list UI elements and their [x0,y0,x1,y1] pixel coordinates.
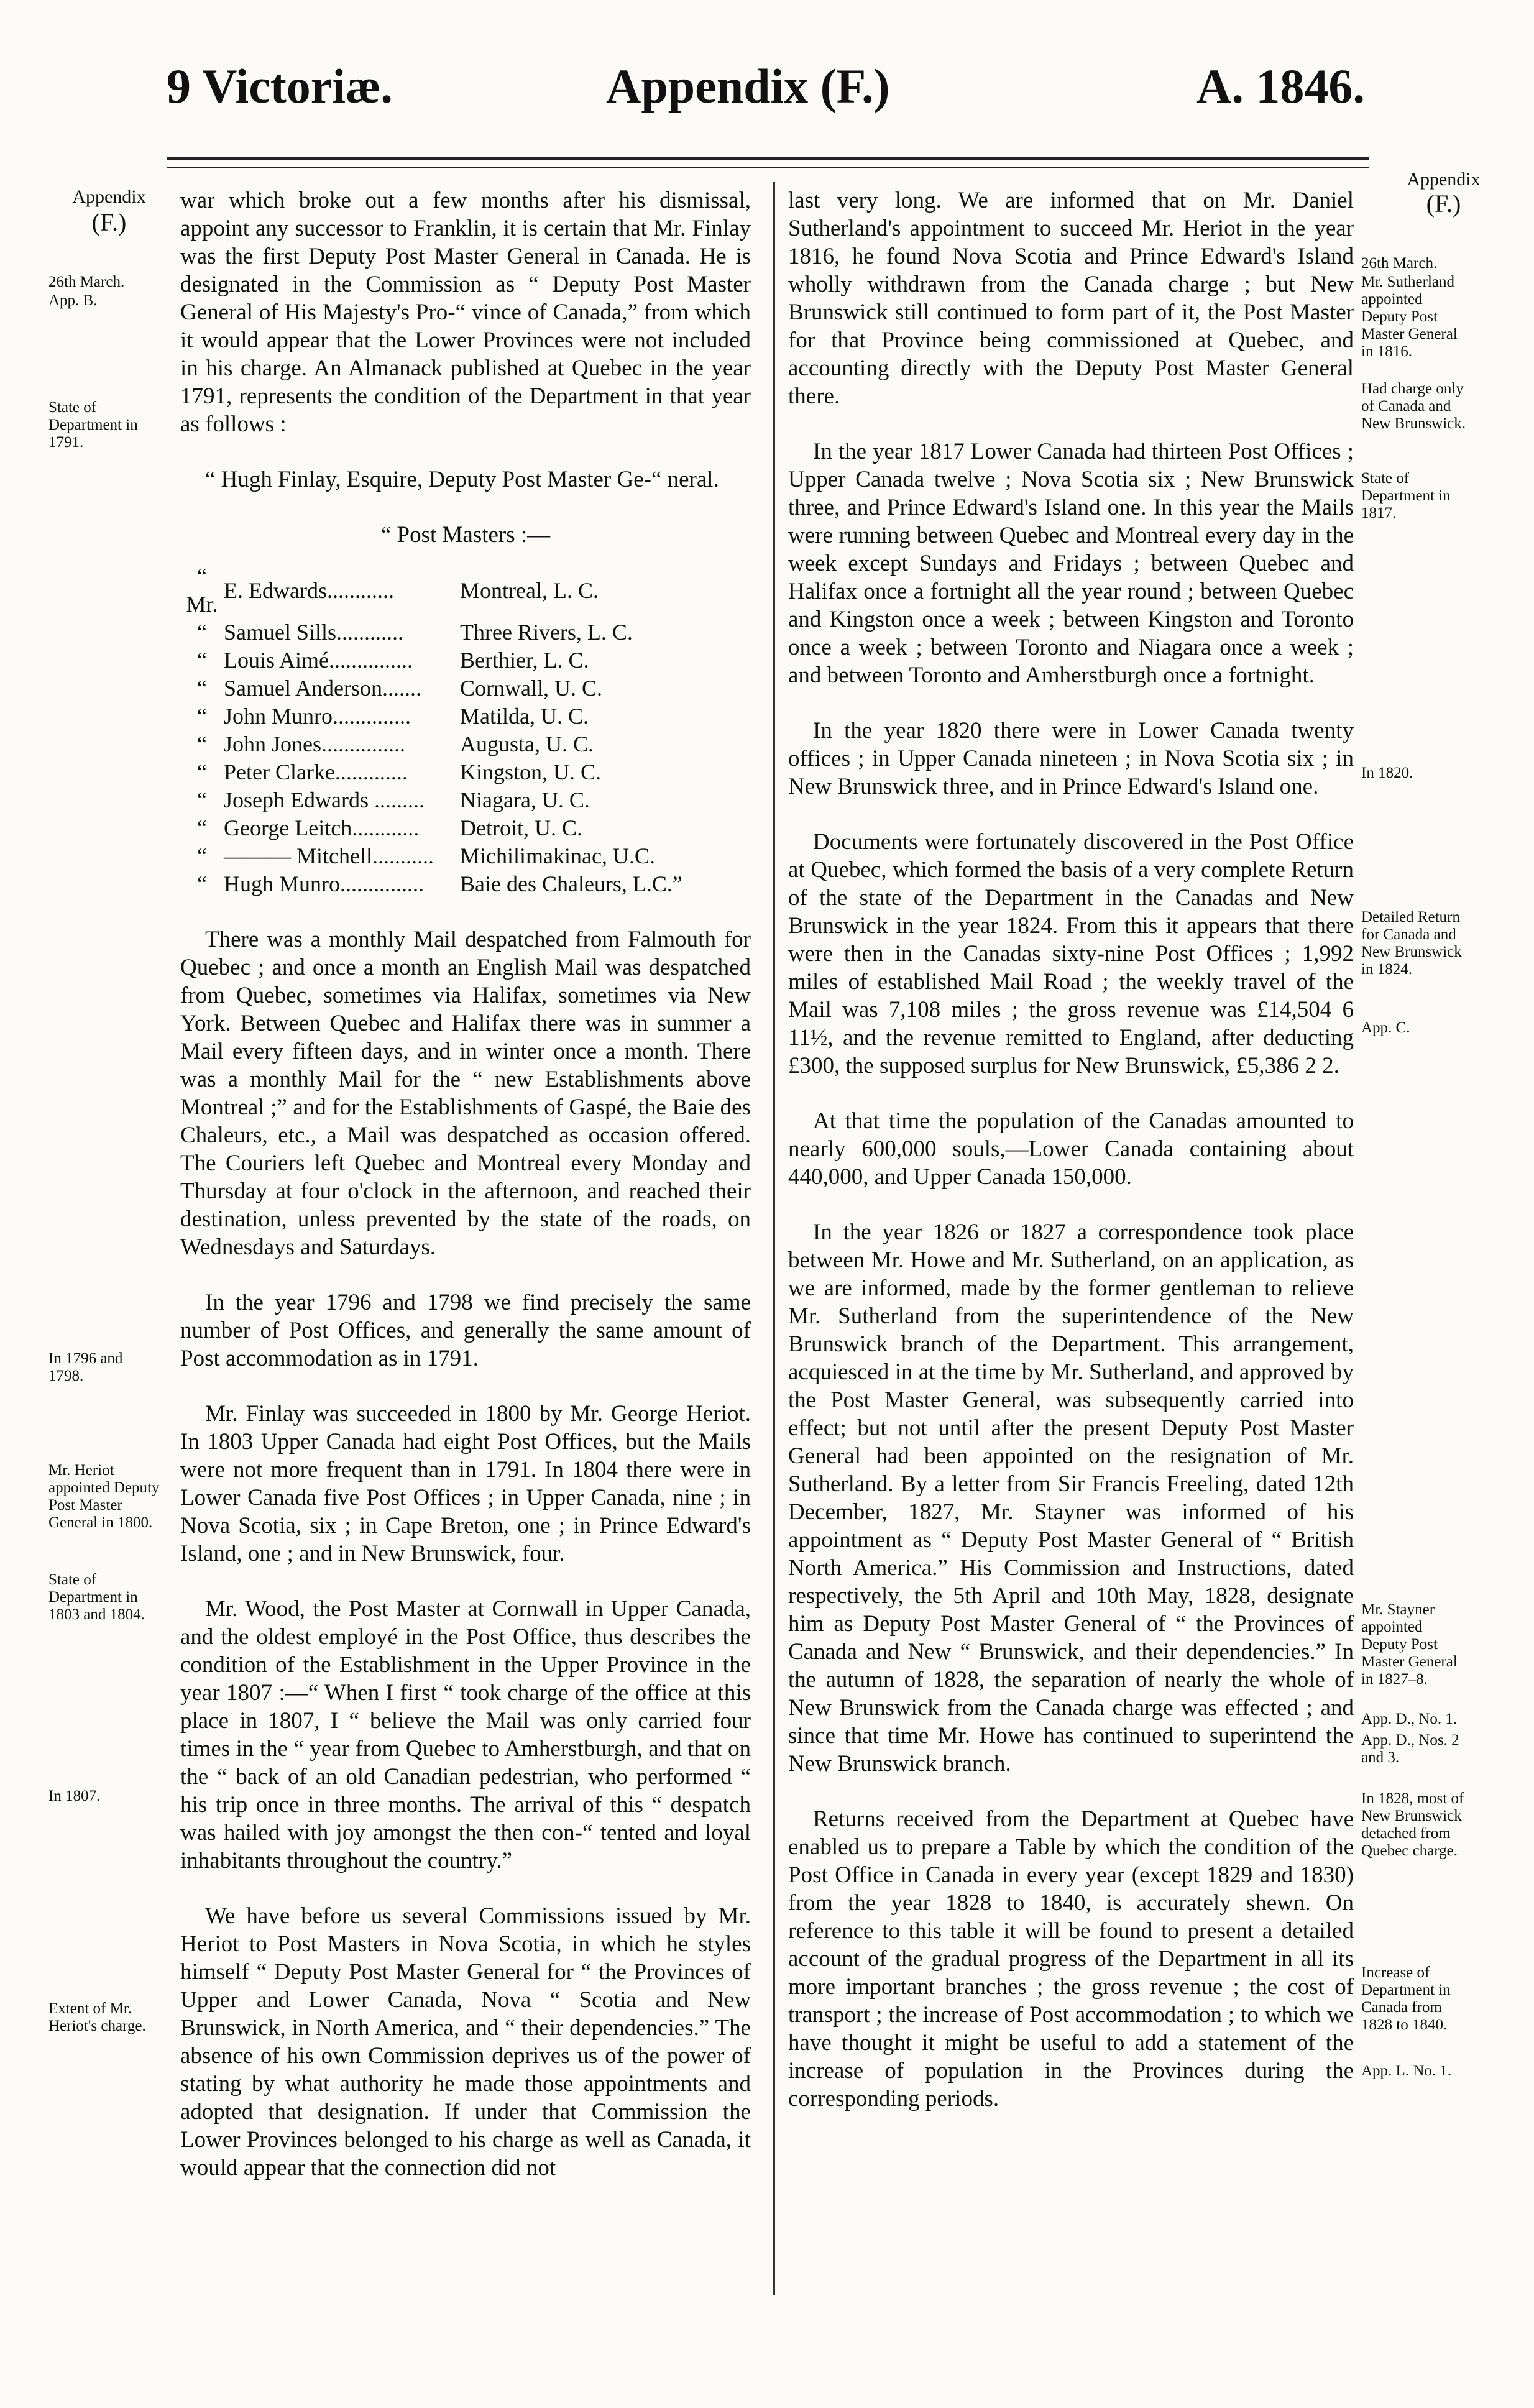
left-paragraph-2: “ Hugh Finlay, Esquire, Deputy Post Master Ge-“ neral. [205,467,719,492]
right-paragraph-5: At that time the population of the Canadas amounted to nearly 600,000 souls,—Lower Canada containing about 440,000, and Upper Canada 150,000. [788,1108,1354,1190]
margin-right-app-d1: App. D., No. 1. [1361,1711,1458,1727]
right-paragraph-4: Documents were fortunately discovered in the Post Office at Quebec, which formed the basis of a very complete Return of the state of the Department in the Canadas and New Brunswick in the year 1824. From this it appears that there were then in the Canadas sixty-nine Post Offices ; 1,992 miles of established Mail Road ; the weekly travel of the Mail was 7,108 miles ; the gross revenue was £14,504 6 11½, and the revenue remitted to England, after deducting £300, the supposed surplus for New Brunswick, £5,386 2 2. [788,829,1354,1078]
margin-right-sutherland: Mr. Sutherland appointed Deputy Post Master General in 1816. [1361,273,1458,360]
left-paragraph-5: Mr. Finlay was succeeded in 1800 by Mr. George Heriot. In 1803 Upper Canada had eight Post Offices, but the Mails were not more frequent than in 1791. In 1804 there were in Lower Canada five Post Offices ; in Upper Canada, nine ; in Nova Scotia, six ; in Cape Breton, one ; in Prince Edward's Island, one ; and in New Brunswick, four. [180,1401,751,1566]
left-paragraph-7: We have before us several Commissions issued by Mr. Heriot to Post Masters in Nova Scotia, in which he styles himself “ Deputy Post Master General for “ the Provinces of Upper and Lower Canada, Nova “ Scotia and New Brunswick, in North America, and “ their dependencies.” The absence of his own Commission deprives us of the power of stating by what authority he made those appointments and adopted that designation. If under that Commission the Lower Provinces belonged to his charge as well as Canada, it would appear that the connection did not [180,1903,751,2181]
margin-appendix-label: Appendix [72,186,146,207]
list-item: “ Peter Clarke............. Kingston, U. C. [197,760,602,784]
column-divider [773,182,775,2295]
list-item: “ Samuel Sills............ Three Rivers, L. C. [197,620,633,645]
list-item: “ ——— Mitchell........... Michilimakinac, U.C. [197,843,655,868]
list-item: “ George Leitch............ Detroit, U. C. [197,816,582,840]
header-session: 9 Victoriæ. [167,59,393,113]
right-paragraph-1: last very long. We are informed that on Mr. Daniel Sutherland's appointment to succeed Mr. Heriot in the year 1816, he found Nova Scotia and Prince Edward's Island wholly withdrawn from the Canada charge ; but New Brunswick still continued to form part of it, the Post Master for that Province being commissioned at Quebec, and accounting directly with the Deputy Post Master General there. [788,188,1354,409]
margin-in-1807: In 1807. [48,1788,101,1804]
right-paragraph-7: Returns received from the Department at Quebec have enabled us to prepare a Table by which the condition of the Post Office in Canada in every year (except 1829 and 1830) from the year 1828 to 1840, is accurately shewn. On reference to this table it will be found to present a detailed account of the gradual progress of the Department in all its more important branches ; the gross revenue ; the cost of transport ; the increase of Post accommodation ; to which we have thought it might be useful to add a statement of the increase of population in the Provinces during the corresponding periods. [788,1806,1354,2112]
margin-extent: Extent of Mr. Heriot's charge. [48,2000,146,2034]
list-item: “ Joseph Edwards ......... Niagara, U. C. [197,788,590,812]
margin-right-in-1820: In 1820. [1361,765,1413,781]
header-rule-thick [167,157,1369,160]
list-item: “ John Jones............... Augusta, U. C. [197,732,594,756]
margin-right-increase: Increase of Department in Canada from 1828 to 1840. [1361,1964,1451,2033]
margin-app-ref: App. B. [48,292,98,309]
margin-appendix-f: (F.) [91,208,127,236]
post-masters-list [180,563,709,898]
margin-right-had-charge: Had charge only of Canada and New Brunswick. [1361,380,1466,432]
left-paragraph-4: In the year 1796 and 1798 we find precisely the same number of Post Offices, and generally the same amount of Post accommodation as in 1791. [180,1290,751,1371]
list-item: “ Louis Aimé............... Berthier, L. C. [197,648,589,673]
margin-state-1803: State of Department in 1803 and 1804. [48,1571,145,1623]
margin-right-detailed-return: Detailed Return for Canada and New Brunswick in 1824. [1361,909,1462,978]
right-paragraph-2: In the year 1817 Lower Canada had thirteen Post Offices ; Upper Canada twelve ; Nova Scotia six ; New Brunswick three, and Prince Edward's Island one. In this year the Mails were running between Quebec and Montreal every day in the week except Sundays and Fridays ; between Quebec and Halifax once a fortnight all the year round ; between Quebec and Kingston once a week ; between Kingston and Toronto once a week ; between Toronto and Niagara once a week ; and between Toronto and Amherstburgh once a fortnight. [788,439,1354,688]
header-rule-thin [167,167,1369,168]
list-item: “ Mr. E. Edwards............ Montreal, L. C. [186,564,599,617]
margin-state-1791: State of Department in 1791. [48,399,138,451]
list-item: “ Hugh Munro............... Baie des Chaleurs, L.C.” [197,871,682,896]
margin-right-app-l: App. L. No. 1. [1361,2062,1452,2079]
margin-right-app-c: App. C. [1361,1019,1410,1036]
margin-heriot-appointed: Mr. Heriot appointed Deputy Post Master General in 1800. [48,1462,160,1531]
list-item: “ John Munro.............. Matilda, U. C. [197,704,589,728]
right-paragraph-6: In the year 1826 or 1827 a correspondence took place between Mr. Howe and Mr. Sutherland, on an application, as we are informed, made by the former gentleman to relieve Mr. Sutherland from the superintendence of the New Brunswick branch of the Department. This arrangement, acquiesced in at the time by Mr. Sutherland, and approved by the Post Master General, was subsequently carried into effect; but not until after the present Deputy Post Master General had been appointed on the resignation of Mr. Sutherland. By a letter from Sir Francis Freeling, dated 12th December, 1827, Mr. Stayner was informed of his appointment as “ Deputy Post Master General of “ British North America.” His Commission and Instructions, dated respectively, the 5th April and 10th May, 1828, designate him as Deputy Post Master General of “ the Provinces of Canada and New “ Brunswick, and their dependencies.” In the autumn of 1828, the separation of nearly the whole of New Brunswick from the Canada charge was effected ; and since that time Mr. Howe has continued to superintend the New Brunswick branch. [788,1220,1354,1776]
margin-right-in-1828: In 1828, most of New Brunswick detached from Quebec charge. [1361,1790,1464,1859]
right-paragraph-3: In the year 1820 there were in Lower Canada twenty offices ; in Upper Canada nineteen ; in Nova Scotia six ; in New Brunswick three, and in Prince Edward's Island one. [788,718,1354,799]
margin-right-date: 26th March. [1361,255,1438,272]
margin-right-appendix-f: (F.) [1426,190,1461,218]
margin-date: 26th March. [48,273,125,290]
left-paragraph-3: There was a monthly Mail despatched from Falmouth for Quebec ; and once a month an English Mail was despatched from Quebec, sometimes via Halifax, sometimes via New York. Between Quebec and Halifax there was in summer a Mail every fifteen days, and in winter once a month. There was a monthly Mail for the “ new Establishments above Montreal ;” and for the Establishments of Gaspé, the Baie des Chaleurs, etc., a Mail was despatched as occasion offered. The Couriers left Quebec and Montreal every Monday and Thursday at four o'clock in the afternoon, and reached their destination, unless prevented by the state of the roads, on Wednesdays and Saturdays. [180,927,751,1260]
header-year: A. 1846. [1196,59,1365,113]
left-column [180,186,751,2209]
margin-right-state-1817: State of Department in 1817. [1361,470,1451,522]
margin-right-stayner: Mr. Stayner appointed Deputy Post Master General in 1827–8. [1361,1601,1458,1688]
margin-in-1796: In 1796 and 1798. [48,1350,123,1384]
right-column [788,186,1354,2140]
margin-right-app-d23: App. D., Nos. 2 and 3. [1361,1732,1459,1766]
header-title: Appendix (F.) [606,59,890,113]
list-item: “ Samuel Anderson....... Cornwall, U. C. [197,676,602,701]
left-paragraph-6: Mr. Wood, the Post Master at Cornwall in Upper Canada, and the oldest employé in the Post Office, thus describes the condition of the Establishment in the Upper Province in the year 1807 :—“ When I first “ took charge of the office at this place in 1807, I “ believe the Mail was only carried four times in the “ year from Quebec to Amherstburgh, and that on the “ back of an old Canadian pedestrian, who performed “ his trip once in three months. The arrival of this “ despatch was hailed with joy amongst the then con-“ tented and loyal inhabitants throughout the country.” [180,1596,751,1873]
post-masters-heading: “ Post Masters :— [380,522,551,548]
left-paragraph-1: war which broke out a few months after his dismissal, appoint any successor to Franklin, it is certain that Mr. Finlay was the first Deputy Post Master General in Canada. He is designated in the Commission as “ Deputy Post Master General of His Majesty's Pro-“ vince of Canada,” from which it would appear that the Lower Provinces were not included in his charge. An Almanack published at Quebec in the year 1791, represents the condition of the Department in that year as follows : [180,188,751,437]
margin-right-appendix-label: Appendix [1407,169,1481,190]
